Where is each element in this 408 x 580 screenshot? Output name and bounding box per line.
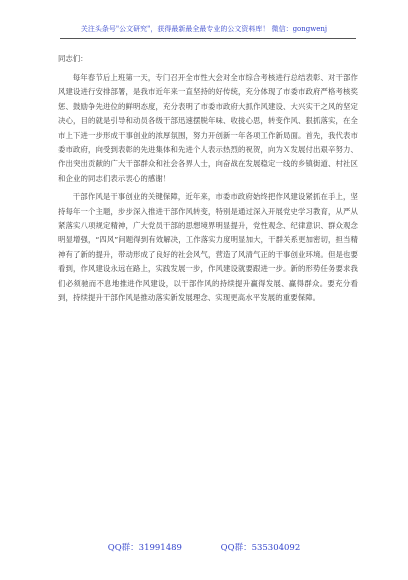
paragraph-2: 干部作风是干事创业的关键保障，近年来，市委市政府始终把作风建设紧抓在手上，坚持每年一个主题，步步深入推进干部作风转变，特别是通过深入开展党史学习教育，从严从紧落实八项规定精神，广大党员干部的思想境界明显提升，党性观念、纪律意识、群众观念明显增强，“四风”问题得到有效解决，工作落实力度明显加大，干群关系更加密切，担当精神有了新的提升，带动形成了良好的社会风气，营造了风清气正的干事创业环境。但是也要看到，作风建设永远在路上，实践发展一步，作风建设就要跟进一步。新的形势任务要求我们必须驰而不息地推进作风建设，以干部作风的持续提升赢得发展、赢得群众。要充分看到，持续提升干部作风是推动落实新发展理念、实现更高水平发展的重要保障。 — [58, 192, 358, 303]
header-divider — [60, 38, 356, 39]
paragraph-1: 每年春节后上班第一天，专门召开全市性大会对全市综合考核进行总结表彰、对干部作风建设进行安排部署，是我市近年来一直坚持的好传统，充分体现了市委市政府严格考核奖惩、鼓励争先进位的鲜明态度，充分表明了市委市政府大抓作风建设、大兴实干之风的坚定决心，目的就是引导和动员各级干部迅速摆脱年味、收拢心思，转变作风、狠抓落实，在全市上下进一步形成干事创业的浓厚氛围，努力开创新一年各项工作新局面。首先，我代表市委市政府，向受到表彰的先进集体和先进个人表示热烈的祝贺，向为Ｘ发展付出艰辛努力、作出突出贡献的广大干部群众和社会各界人士，向奋战在发展稳定一线的乡镇街道、村社区和企业的同志们表示衷心的感谢！ — [58, 73, 358, 183]
qq-group-1: QQ群：31991489 — [107, 543, 182, 553]
page-footer — [0, 541, 408, 553]
page-header-banner: 关注头条号"公文研究"，获得最新最全最专业的公文资料库！ 微信：gongwenj — [80, 25, 328, 33]
document-body — [58, 52, 358, 310]
qq-group-2: QQ群：535304092 — [220, 543, 301, 553]
greeting: 同志们： — [58, 54, 88, 63]
